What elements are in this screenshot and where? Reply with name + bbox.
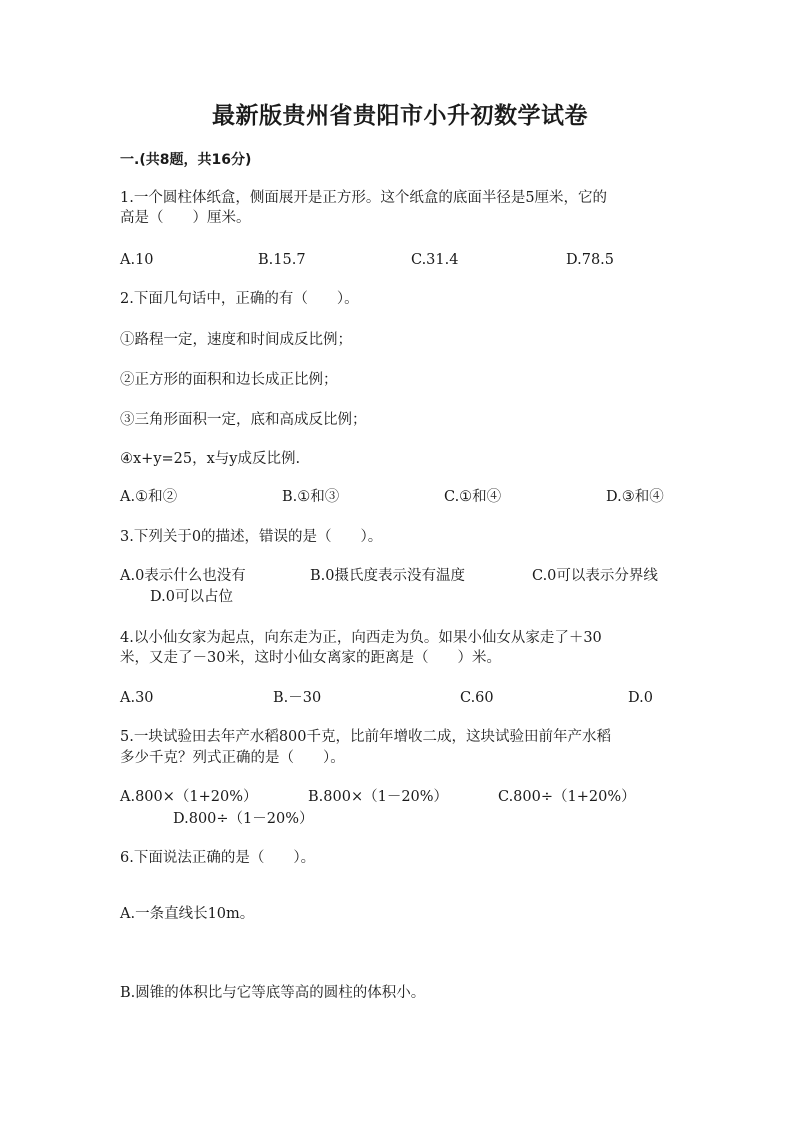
question-4-option-a: A.30: [120, 690, 154, 706]
section-heading: 一.(共8题，共16分): [120, 152, 252, 168]
question-6-option-a: A.一条直线长10m。: [120, 906, 255, 922]
question-4-line-1: 4.以小仙女家为起点，向东走为正，向西走为负。如果小仙女从家走了＋30: [120, 630, 602, 646]
question-4-line-2: 米，又走了－30米，这时小仙女离家的距离是（ ）米。: [120, 650, 501, 666]
question-6-line-1: 6.下面说法正确的是（ ）。: [120, 850, 316, 866]
question-3-option-c: C.0可以表示分界线: [532, 568, 658, 584]
question-4-option-c: C.60: [460, 690, 494, 706]
question-2-option-c: C.①和④: [444, 489, 502, 505]
question-4-option-b: B.－30: [273, 690, 322, 706]
question-3-option-d: D.0可以占位: [150, 589, 233, 605]
question-4-option-d: D.0: [628, 690, 653, 706]
question-2-line-1: 2.下面几句话中，正确的有（ ）。: [120, 291, 359, 307]
question-2-statement-1: ①路程一定，速度和时间成反比例；: [120, 332, 352, 348]
question-3-option-b: B.0摄氏度表示没有温度: [310, 568, 465, 584]
question-2-option-a: A.①和②: [120, 489, 178, 505]
question-2-statement-4: ④x+y=25，x与y成反比例.: [120, 451, 301, 467]
question-1-option-b: B.15.7: [258, 252, 306, 268]
question-3-line-1: 3.下列关于0的描述，错误的是（ ）。: [120, 529, 383, 545]
question-5-option-d: D.800÷（1－20%）: [173, 811, 314, 827]
question-1-option-c: C.31.4: [411, 252, 459, 268]
question-1-line-2: 高是（ ）厘米。: [120, 210, 251, 226]
question-1-line-1: 1.一个圆柱体纸盒，侧面展开是正方形。这个纸盒的底面半径是5厘米，它的: [120, 190, 608, 206]
page-title: 最新版贵州省贵阳市小升初数学试卷: [212, 103, 588, 129]
question-6-option-b: B.圆锥的体积比与它等底等高的圆柱的体积小。: [120, 985, 426, 1001]
question-2-statement-3: ③三角形面积一定，底和高成反比例；: [120, 412, 367, 428]
question-2-statement-2: ②正方形的面积和边长成正比例；: [120, 372, 338, 388]
question-1-option-d: D.78.5: [566, 252, 615, 268]
question-5-line-1: 5.一块试验田去年产水稻800千克，比前年增收二成，这块试验田前年产水稻: [120, 729, 612, 745]
question-5-option-a: A.800×（1+20%）: [120, 789, 258, 805]
question-5-line-2: 多少千克？列式正确的是（ ）。: [120, 750, 345, 766]
question-5-option-c: C.800÷（1+20%）: [498, 789, 636, 805]
question-5-option-b: B.800×（1－20%）: [308, 789, 449, 805]
question-2-option-d: D.③和④: [606, 489, 664, 505]
question-1-option-a: A.10: [120, 252, 154, 268]
question-3-option-a: A.0表示什么也没有: [120, 568, 246, 584]
question-2-option-b: B.①和③: [282, 489, 340, 505]
